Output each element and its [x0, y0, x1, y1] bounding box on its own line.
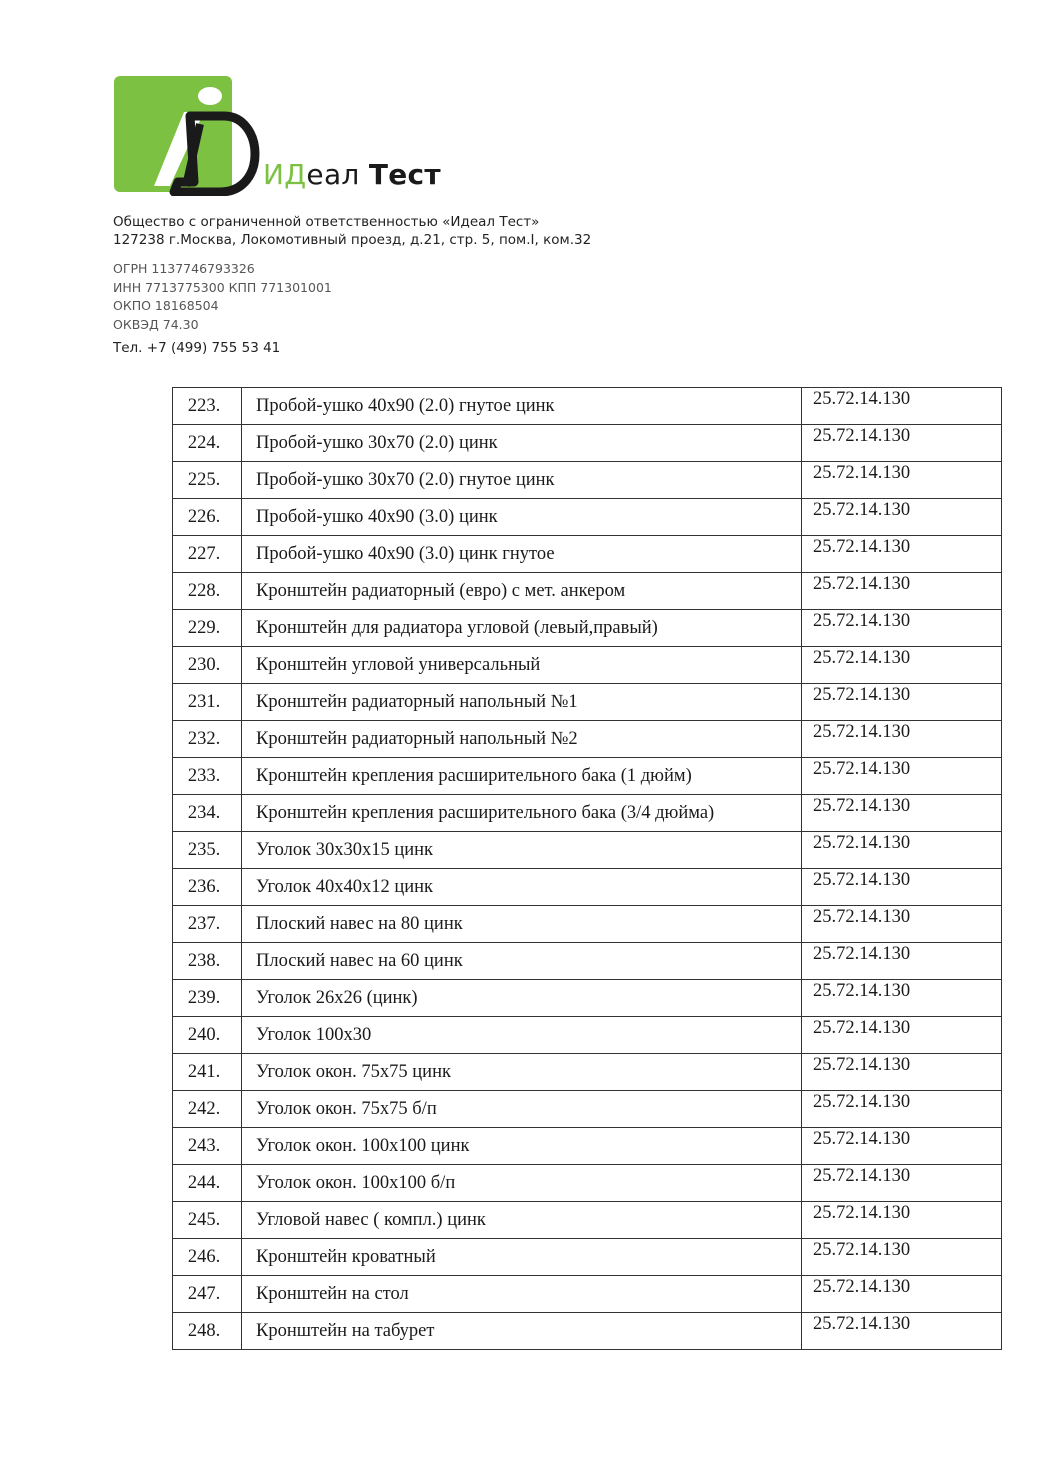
table-row	[173, 906, 1002, 943]
table-row	[173, 425, 1002, 462]
row-number: 240.	[173, 1017, 242, 1054]
table-row	[173, 1054, 1002, 1091]
row-number: 236.	[173, 869, 242, 906]
table-row	[173, 1202, 1002, 1239]
row-number: 235.	[173, 832, 242, 869]
okpd-code: 25.72.14.130	[802, 832, 1002, 869]
okpd-code: 25.72.14.130	[802, 721, 1002, 758]
table-row	[173, 388, 1002, 425]
table-row	[173, 536, 1002, 573]
row-number: 239.	[173, 980, 242, 1017]
row-number: 237.	[173, 906, 242, 943]
row-number: 234.	[173, 795, 242, 832]
item-name: Кронштейн радиаторный (евро) с мет. анкером	[242, 573, 802, 610]
okpd-code: 25.72.14.130	[802, 943, 1002, 980]
okpd-code: 25.72.14.130	[802, 462, 1002, 499]
row-number: 248.	[173, 1313, 242, 1350]
okpd-code: 25.72.14.130	[802, 425, 1002, 462]
item-name: Уголок окон. 75х75 цинк	[242, 1054, 802, 1091]
row-number: 241.	[173, 1054, 242, 1091]
table-row	[173, 1165, 1002, 1202]
row-number: 243.	[173, 1128, 242, 1165]
table-row	[173, 869, 1002, 906]
table-row	[173, 832, 1002, 869]
inn-kpp: ИНН 7713775300 КПП 771301001	[113, 279, 332, 295]
okpd-code: 25.72.14.130	[802, 536, 1002, 573]
okpd-code: 25.72.14.130	[802, 980, 1002, 1017]
item-name: Плоский навес на 80 цинк	[242, 906, 802, 943]
okpd-code: 25.72.14.130	[802, 647, 1002, 684]
okpd-code: 25.72.14.130	[802, 1165, 1002, 1202]
table-row	[173, 1313, 1002, 1350]
item-name: Уголок 100х30	[242, 1017, 802, 1054]
row-number: 232.	[173, 721, 242, 758]
okpo: ОКПО 18168504	[113, 298, 219, 313]
table-row	[173, 1128, 1002, 1165]
company-name: Общество с ограниченной ответственностью «Идеал Тест»	[113, 214, 540, 230]
item-name: Пробой-ушко 30х70 (2.0) гнутое цинк	[242, 462, 802, 499]
table-row	[173, 499, 1002, 536]
row-number: 247.	[173, 1276, 242, 1313]
table-row	[173, 1091, 1002, 1128]
okpd-code: 25.72.14.130	[802, 573, 1002, 610]
okpd-code: 25.72.14.130	[802, 610, 1002, 647]
table-row	[173, 1017, 1002, 1054]
item-name: Уголок 40х40х12 цинк	[242, 869, 802, 906]
row-number: 233.	[173, 758, 242, 795]
row-number: 230.	[173, 647, 242, 684]
item-name: Пробой-ушко 30х70 (2.0) цинк	[242, 425, 802, 462]
table-row	[173, 647, 1002, 684]
table-row	[173, 1276, 1002, 1313]
okpd-code: 25.72.14.130	[802, 1054, 1002, 1091]
okpd-code: 25.72.14.130	[802, 1017, 1002, 1054]
company-address: 127238 г.Москва, Локомотивный проезд, д.21, стр. 5, пом.I, ком.32	[113, 232, 592, 248]
item-name: Кронштейн кроватный	[242, 1239, 802, 1276]
item-name: Кронштейн на табурет	[242, 1313, 802, 1350]
brand-part1: ИД	[263, 158, 307, 191]
item-name: Кронштейн крепления расширительного бака (3/4 дюйма)	[242, 795, 802, 832]
table-row	[173, 462, 1002, 499]
okpd-code: 25.72.14.130	[802, 795, 1002, 832]
item-name: Угловой навес ( компл.) цинк	[242, 1202, 802, 1239]
brand-name	[263, 158, 441, 191]
okpd-code: 25.72.14.130	[802, 1239, 1002, 1276]
table-row	[173, 573, 1002, 610]
row-number: 244.	[173, 1165, 242, 1202]
okpd-code: 25.72.14.130	[802, 906, 1002, 943]
row-number: 227.	[173, 536, 242, 573]
ogrn: ОГРН 1137746793326	[113, 261, 255, 276]
okpd-code: 25.72.14.130	[802, 1091, 1002, 1128]
table-row	[173, 721, 1002, 758]
item-name: Плоский навес на 60 цинк	[242, 943, 802, 980]
okpd-code: 25.72.14.130	[802, 1128, 1002, 1165]
item-name: Кронштейн радиаторный напольный №2	[242, 721, 802, 758]
row-number: 224.	[173, 425, 242, 462]
okpd-code: 25.72.14.130	[802, 758, 1002, 795]
item-name: Пробой-ушко 40х90 (3.0) цинк гнутое	[242, 536, 802, 573]
row-number: 245.	[173, 1202, 242, 1239]
item-name: Пробой-ушко 40х90 (3.0) цинк	[242, 499, 802, 536]
okpd-code: 25.72.14.130	[802, 499, 1002, 536]
table-row	[173, 943, 1002, 980]
item-name: Уголок 30х30х15 цинк	[242, 832, 802, 869]
item-name: Уголок 26х26 (цинк)	[242, 980, 802, 1017]
registration-info	[113, 260, 332, 334]
item-name: Кронштейн для радиатора угловой (левый,правый)	[242, 610, 802, 647]
row-number: 225.	[173, 462, 242, 499]
item-name: Уголок окон. 100х100 цинк	[242, 1128, 802, 1165]
table-row	[173, 610, 1002, 647]
row-number: 229.	[173, 610, 242, 647]
table-row	[173, 980, 1002, 1017]
row-number: 242.	[173, 1091, 242, 1128]
okpd-code: 25.72.14.130	[802, 388, 1002, 425]
logo-id-mark-icon	[112, 74, 272, 196]
okpd-code: 25.72.14.130	[802, 1276, 1002, 1313]
row-number: 231.	[173, 684, 242, 721]
brand-part3: Тест	[368, 158, 441, 191]
okved: ОКВЭД 74.30	[113, 316, 199, 332]
item-name: Уголок окон. 100х100 б/п	[242, 1165, 802, 1202]
table-row	[173, 795, 1002, 832]
item-name: Кронштейн на стол	[242, 1276, 802, 1313]
table-row	[173, 1239, 1002, 1276]
okpd-code: 25.72.14.130	[802, 869, 1002, 906]
items-table	[172, 387, 1002, 1350]
row-number: 223.	[173, 388, 242, 425]
row-number: 246.	[173, 1239, 242, 1276]
company-info	[113, 213, 591, 249]
item-name: Кронштейн крепления расширительного бака (1 дюйм)	[242, 758, 802, 795]
item-name: Кронштейн угловой универсальный	[242, 647, 802, 684]
phone: Тел. +7 (499) 755 53 41	[113, 340, 281, 356]
table-row	[173, 758, 1002, 795]
row-number: 226.	[173, 499, 242, 536]
item-name: Кронштейн радиаторный напольный №1	[242, 684, 802, 721]
row-number: 228.	[173, 573, 242, 610]
row-number: 238.	[173, 943, 242, 980]
okpd-code: 25.72.14.130	[802, 1202, 1002, 1239]
item-name: Уголок окон. 75х75 б/п	[242, 1091, 802, 1128]
table-row	[173, 684, 1002, 721]
okpd-code: 25.72.14.130	[802, 1313, 1002, 1350]
item-name: Пробой-ушко 40х90 (2.0) гнутое цинк	[242, 388, 802, 425]
okpd-code: 25.72.14.130	[802, 684, 1002, 721]
brand-part2: еал	[306, 158, 360, 191]
